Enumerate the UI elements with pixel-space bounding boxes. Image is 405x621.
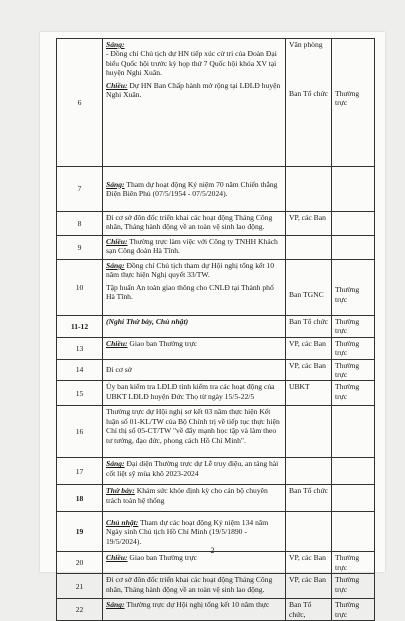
table-row	[57, 260, 375, 316]
table-row	[57, 599, 375, 621]
row-number: 16	[57, 406, 103, 458]
row-content: Đi cơ sở đôn đốc triển khai các hoạt động Tháng Công nhân, Tháng hành động về an toàn vệ sinh lao động.	[103, 212, 286, 236]
row-number: 20	[57, 552, 103, 574]
row-number: 18	[57, 485, 103, 512]
row-content: Sáng: - Đồng chí Chủ tịch dự HN tiếp xúc cử tri của Đoàn Đại biểu Quốc hội trước kỳ họp thứ 7 Quốc hội khóa XV tại huyện Nghi Xuân. Chiều: Dự HN Ban Chấp hành mở rộng tại LĐLĐ huyện Nghi Xuân.	[103, 39, 286, 167]
row-duty	[332, 485, 375, 512]
table-row	[57, 359, 375, 381]
row-duty	[332, 212, 375, 236]
row-duty: Thường trực	[332, 599, 375, 621]
table-row	[57, 236, 375, 260]
row-content: Chiều: Thường trực làm việc với Công ty TNHH Khách sạn Công đoàn Hà Tĩnh.	[103, 236, 286, 260]
row-number: 14	[57, 359, 103, 381]
row-unit: Văn phòng Ban Tổ chức	[286, 39, 332, 167]
row-duty	[332, 406, 375, 458]
row-content: Thường trực dự Hội nghị sơ kết 03 năm thực hiện Kết luận số 01-KL/TW của Bộ Chính trị về tiếp tục thực hiện Chỉ thị số 05-CT/TW "về đẩy mạnh học tập và làm theo tư tưởng, đạo đức, phong cách Hồ Chí Minh".	[103, 406, 286, 458]
row-content: Đi cơ sở	[103, 359, 286, 381]
row-unit: Ban Tổ chức	[286, 316, 332, 338]
row-duty	[332, 458, 375, 485]
schedule-table	[56, 38, 375, 621]
table-row	[57, 574, 375, 599]
row-unit: VP, các Ban	[286, 337, 332, 359]
row-number: 21	[57, 574, 103, 599]
table-row	[57, 337, 375, 359]
table-row	[57, 485, 375, 512]
row-unit	[286, 458, 332, 485]
row-number: 8	[57, 212, 103, 236]
table-row	[57, 212, 375, 236]
row-content: Chiều: Giao ban Thường trực	[103, 552, 286, 574]
row-number: 13	[57, 337, 103, 359]
row-number: 22	[57, 599, 103, 621]
row-number: 11-12	[57, 316, 103, 338]
row-content: Thứ bảy: Khám sức khỏe định kỳ cho cán bộ chuyên trách toàn hệ thống	[103, 485, 286, 512]
row-unit	[286, 167, 332, 212]
row-content: Sáng: Tham dự hoạt động Kỷ niệm 70 năm Chiến thắng Điện Biên Phủ (07/5/1954 - 07/5/2024).	[103, 167, 286, 212]
row-number: 15	[57, 381, 103, 406]
table-row	[57, 406, 375, 458]
document-page	[40, 32, 385, 619]
row-unit: UBKT	[286, 381, 332, 406]
row-duty: Thường trực	[332, 574, 375, 599]
row-unit: VP, các Ban	[286, 574, 332, 599]
table-row	[57, 167, 375, 212]
row-number: 9	[57, 236, 103, 260]
row-content: Sáng: Đại diện Thường trực dự Lễ truy điệu, an táng hài cốt liệt sỹ mùa khô 2023-2024	[103, 458, 286, 485]
row-duty	[332, 236, 375, 260]
row-unit: Ban TGNC	[286, 260, 332, 316]
row-duty	[332, 167, 375, 212]
row-number: 19	[57, 512, 103, 552]
row-duty: Thường trực	[332, 337, 375, 359]
row-duty: Thường trực	[332, 260, 375, 316]
row-duty: Thường trực	[332, 381, 375, 406]
table-row	[57, 39, 375, 167]
row-content: Sáng: Đồng chí Chủ tịch tham dự Hội nghị tổng kết 10 năm thực hiện Nghị quyết 33/TW. Tập huấn An toàn giao thông cho CNLĐ tại Thành phố Hà Tĩnh.	[103, 260, 286, 316]
row-content: Chiều: Giao ban Thường trực	[103, 337, 286, 359]
row-unit	[286, 406, 332, 458]
table-row	[57, 381, 375, 406]
row-number: 7	[57, 167, 103, 212]
row-number: 17	[57, 458, 103, 485]
row-unit: VP, các Ban	[286, 359, 332, 381]
row-unit: VP, các Ban	[286, 212, 332, 236]
row-duty: Thường trực	[332, 316, 375, 338]
row-unit: VP, các Ban	[286, 552, 332, 574]
row-unit: Ban Tổ chức,	[286, 599, 332, 621]
row-content: Đi cơ sở đôn đốc triển khai các hoạt động Tháng Công nhân, Tháng hành động về an toàn vệ sinh lao động.	[103, 574, 286, 599]
table-row	[57, 552, 375, 574]
row-content: Sáng: Thường trực dự Hội nghị tổng kết 10 năm thực	[103, 599, 286, 621]
row-duty: Thường trực	[332, 359, 375, 381]
row-content: Chủ nhật: Tham dự các hoạt động Kỷ niệm 134 năm Ngày sinh Chủ tịch Hồ Chí Minh (19/5/1890 - 19/5/2024).	[103, 512, 286, 552]
row-number: 10	[57, 260, 103, 316]
row-duty: Thường trực	[332, 39, 375, 167]
table-row	[57, 458, 375, 485]
row-duty: Thường trực	[332, 552, 375, 574]
row-unit: Ban Tổ chức	[286, 485, 332, 512]
row-content: (Nghỉ Thứ bảy, Chủ nhật)	[103, 316, 286, 338]
row-unit	[286, 236, 332, 260]
page-number: 2	[210, 546, 215, 555]
table-row	[57, 316, 375, 338]
row-content: Ủy ban kiểm tra LĐLĐ tỉnh kiểm tra các hoạt động của UBKT LĐLĐ huyện Đức Thọ từ ngày 15/5-22/5	[103, 381, 286, 406]
row-number: 6	[57, 39, 103, 167]
